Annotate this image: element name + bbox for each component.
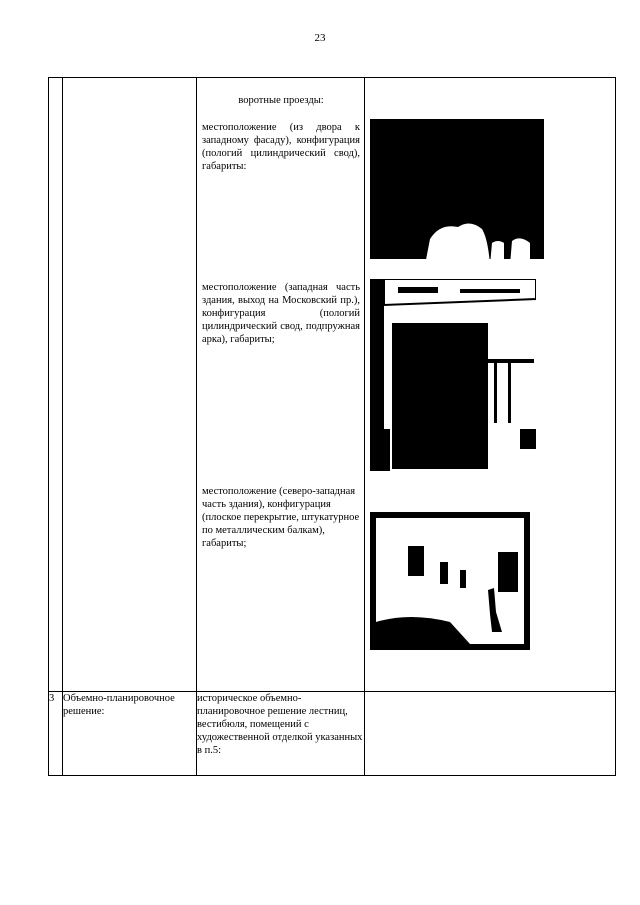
openings-heading: воротные проезды: [238, 95, 324, 106]
page-number: 23 [314, 32, 326, 44]
row-title-cell [63, 78, 197, 692]
row-number-cell [49, 78, 63, 692]
row-3-title: Объемно-планировочное решение: [63, 692, 197, 776]
photo-courtyard-passage [370, 119, 544, 265]
opening-3-text: местоположение (северо-западная часть здания), конфигурация (плоское перекрытие, штукатурное по металлическим балкам), габариты; [202, 486, 360, 549]
table-row [49, 78, 616, 692]
row-photo-cell [365, 78, 616, 692]
row-description-cell [197, 78, 365, 692]
row-3-photo-cell [365, 692, 616, 776]
protected-features-table [48, 77, 616, 776]
row-3-description: историческое объемно-планировочное решение лестниц, вестибюля, помещений с художественной отделкой указанных в п.5: [197, 692, 365, 776]
photo-arch-passage [370, 279, 536, 471]
opening-2-text: местоположение (западная часть здания, выход на Московский пр.), конфигурация (пологий цилиндрический свод, подпружная арка), габариты; [202, 282, 360, 345]
row-3-number: 3 [49, 692, 63, 776]
opening-1-text: местоположение (из двора к западному фасаду), конфигурация (пологий цилиндрический свод), габариты: [202, 122, 360, 172]
photo-courtyard-wall [370, 512, 530, 650]
table-row [49, 692, 616, 776]
